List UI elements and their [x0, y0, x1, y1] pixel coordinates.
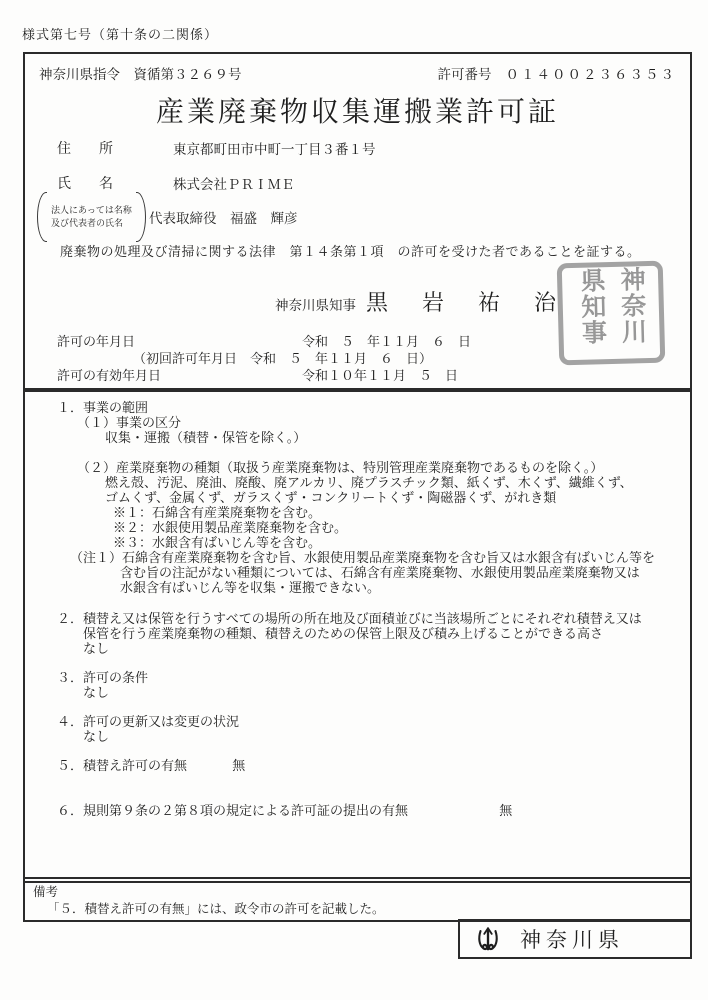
valid-date-label: 許可の有効年月日 — [57, 368, 162, 383]
directive-number: 神奈川県指令 資循第３２６９号 — [39, 67, 242, 82]
remarks-box — [23, 877, 692, 922]
holder-name-value: 株式会社ＰＲＩＭＥ — [173, 177, 295, 192]
permit-number-value: ０１４００２３６３５３ — [505, 67, 676, 82]
section1-2-heading: （２）産業廃棄物の種類（取扱う産業廃棄物は、特別管理産業廃棄物であるものを除く。） — [77, 460, 604, 475]
section2-line2: 保管を行う産業廃棄物の種類、積替えのための保管上限及び積み上げることができる高さ — [83, 626, 604, 641]
remarks-label: 備考 — [33, 885, 59, 899]
asterisk-note2: ※２：水銀使用製品産業廃棄物を含む。 — [113, 520, 348, 535]
governor-seal-stamp — [557, 261, 666, 366]
representative-value: 代表取締役 福盛 輝彦 — [149, 211, 298, 226]
terms-box — [23, 390, 692, 883]
governor-name: 黒 岩 祐 治 — [366, 290, 563, 315]
section5-label: ５．積替え許可の有無 — [57, 758, 188, 773]
address-row — [57, 138, 376, 158]
section1-1-value: 収集・運搬（積替・保管を除く。） — [105, 430, 307, 445]
section6-value: 無 — [499, 803, 513, 818]
certification-statement: 廃棄物の処理及び清掃に関する法律 第１４条第１項 の許可を受けた者であることを証する。 — [60, 244, 641, 259]
waste-types-line2: ゴムくず、金属くず、ガラスくず・コンクリートくず・陶磁器くず、がれき類 — [105, 490, 557, 505]
waste-types-line1: 燃え殻、汚泥、廃油、廃酸、廃アルカリ、廃プラスチック類、紙くず、木くず、繊維くず、 — [105, 475, 633, 490]
section4-value: なし — [83, 729, 110, 744]
corporate-note-line2: 及び代表者の氏名 — [51, 218, 124, 228]
corporate-note-line1: 法人にあっては名称 — [51, 205, 132, 215]
section1-1-heading: （１）事業の区分 — [77, 415, 182, 430]
section2-value: なし — [83, 641, 110, 656]
section6-label: ６．規則第９条の２第８項の規定による許可証の提出の有無 — [57, 803, 409, 818]
section3-heading: ３．許可の条件 — [57, 670, 149, 685]
section1-heading: １．事業の範囲 — [57, 400, 149, 415]
prefecture-footer-box — [458, 919, 692, 959]
certificate-header-row — [39, 63, 676, 83]
governor-title: 神奈川県知事 — [275, 298, 356, 313]
section2-line1: ２．積替え又は保管を行うすべての場所の所在地及び面積並びに当該場所ごとにそれぞれ積替え又は — [57, 611, 642, 626]
asterisk-note3: ※３：水銀含有ばいじん等を含む。 — [113, 535, 322, 550]
permit-number-group — [438, 63, 677, 83]
governor-seal-text: 神奈川県知事 — [576, 266, 646, 346]
form-number-note: 様式第七号（第十条の二関係） — [22, 27, 219, 42]
holder-name-row — [57, 173, 295, 193]
section3-value: なし — [83, 685, 110, 700]
section5-value: 無 — [232, 758, 246, 773]
permit-date-label: 許可の年月日 — [57, 334, 136, 349]
permit-date-value: 令和 ５ 年１１月 ６ 日 — [302, 334, 472, 349]
asterisk-note1: ※１：石綿含有産業廃棄物を含む。 — [113, 505, 322, 520]
valid-date-value: 令和１０年１１月 ５ 日 — [302, 368, 459, 383]
governor-signature-row — [275, 286, 562, 317]
address-label: 住 所 — [57, 142, 113, 157]
section4-heading: ４．許可の更新又は変更の状況 — [57, 714, 240, 729]
remarks-note: 「５．積替え許可の有無」には、政令市の許可を記載した。 — [47, 902, 385, 916]
corporate-note-text — [47, 192, 136, 242]
certificate-main-box — [23, 52, 692, 390]
holder-name-label: 氏 名 — [57, 177, 113, 192]
right-parenthesis-shape — [136, 192, 146, 242]
address-value: 東京都町田市中町一丁目３番１号 — [173, 142, 376, 157]
caution-note-line1: （注１）石綿含有産業廃棄物を含む旨、水銀使用製品産業廃棄物を含む旨又は水銀含有ばいじん等を — [70, 550, 656, 565]
initial-permit-date: （初回許可年月日 令和 ５ 年１１月 ６ 日） — [133, 351, 433, 366]
corporate-note — [37, 192, 146, 242]
kanagawa-prefecture-emblem-icon — [474, 925, 502, 953]
section5-row — [57, 758, 690, 773]
certificate-title: 産業廃棄物収集運搬業許可証 — [155, 97, 559, 128]
permit-number-label: 許可番号 — [437, 67, 492, 82]
caution-note-line2: 含む旨の注記がない種類については、石綿含有産業廃棄物、水銀使用製品産業廃棄物又は — [120, 565, 640, 580]
section6-row — [57, 803, 690, 818]
caution-note-line3: 水銀含有ばいじん等を収集・運搬できない。 — [120, 580, 381, 595]
prefecture-name: 神奈川県 — [520, 928, 624, 952]
left-parenthesis-shape — [37, 192, 47, 242]
